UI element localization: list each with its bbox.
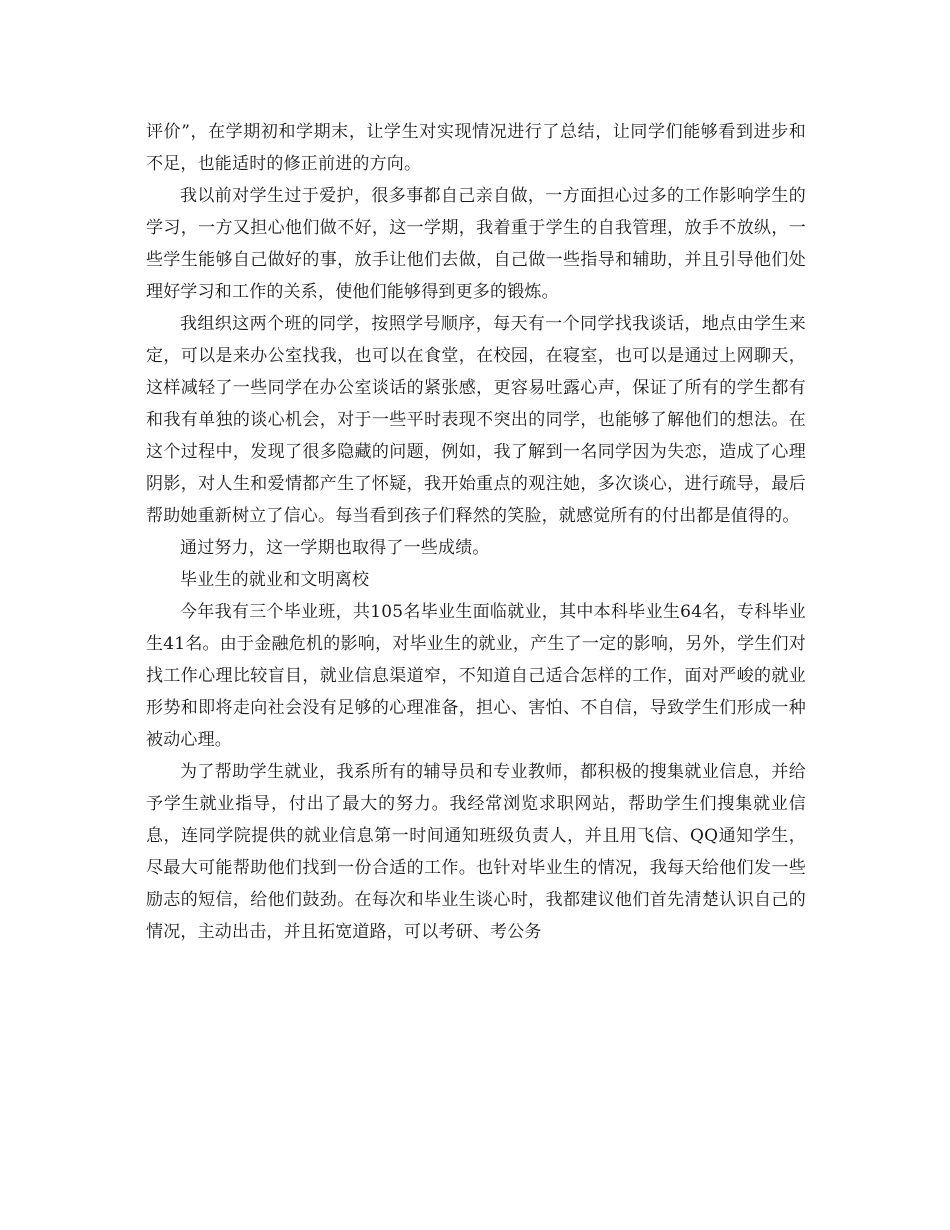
paragraph-5: 今年我有三个毕业班，共105名毕业生面临就业，其中本科毕业生64名，专科毕业生41名。由于金融危机的影响，对毕业生的就业，产生了一定的影响，另外，学生们对找工作心理比较盲目，就业信息渠道窄，不知道自己适合怎样的工作，面对严峻的就业形势和即将走向社会没有足够的心理准备，担心、害怕、不自信，导致学生们形成一种被动心理。 xyxy=(146,602,806,750)
paragraph-4: 通过努力，这一学期也取得了一些成绩。 xyxy=(180,538,490,558)
section-heading: 毕业生的就业和文明离校 xyxy=(180,570,370,590)
document-body xyxy=(146,116,806,948)
paragraph-2: 我以前对学生过于爱护，很多事都自己亲自做，一方面担心过多的工作影响学生的学习，一方又担心他们做不好，这一学期，我着重于学生的自我管理，放手不放纵，一些学生能够自己做好的事，放手让他们去做，自己做一些指导和辅助，并且引导他们处理好学习和工作的关系，使他们能够得到更多的锻炼。 xyxy=(146,186,806,302)
paragraph-1: 评价”，在学期初和学期末，让学生对实现情况进行了总结，让同学们能够看到进步和不足，也能适时的修正前进的方向。 xyxy=(146,122,806,174)
paragraph-3: 我组织这两个班的同学，按照学号顺序，每天有一个同学找我谈话，地点由学生来定，可以是来办公室找我，也可以在食堂，在校园，在寝室，也可以是通过上网聊天，这样减轻了一些同学在办公室谈话的紧张感，更容易吐露心声，保证了所有的学生都有和我有单独的谈心机会，对于一些平时表现不突出的同学，也能够了解他们的想法。在这个过程中，发现了很多隐藏的问题，例如，我了解到一名同学因为失恋，造成了心理阴影，对人生和爱情都产生了怀疑，我开始重点的观注她，多次谈心，进行疏导，最后帮助她重新树立了信心。每当看到孩子们释然的笑脸，就感觉所有的付出都是值得的。 xyxy=(146,314,806,526)
paragraph-6: 为了帮助学生就业，我系所有的辅导员和专业教师，都积极的搜集就业信息，并给予学生就业指导，付出了最大的努力。我经常浏览求职网站，帮助学生们搜集就业信息，连同学院提供的就业信息第一时间通知班级负责人，并且用飞信、QQ通知学生，尽最大可能帮助他们找到一份合适的工作。也针对毕业生的情况，我每天给他们发一些励志的短信，给他们鼓劲。在每次和毕业生谈心时，我都建议他们首先清楚认识自己的情况，主动出击，并且拓宽道路，可以考研、考公务 xyxy=(146,762,806,942)
